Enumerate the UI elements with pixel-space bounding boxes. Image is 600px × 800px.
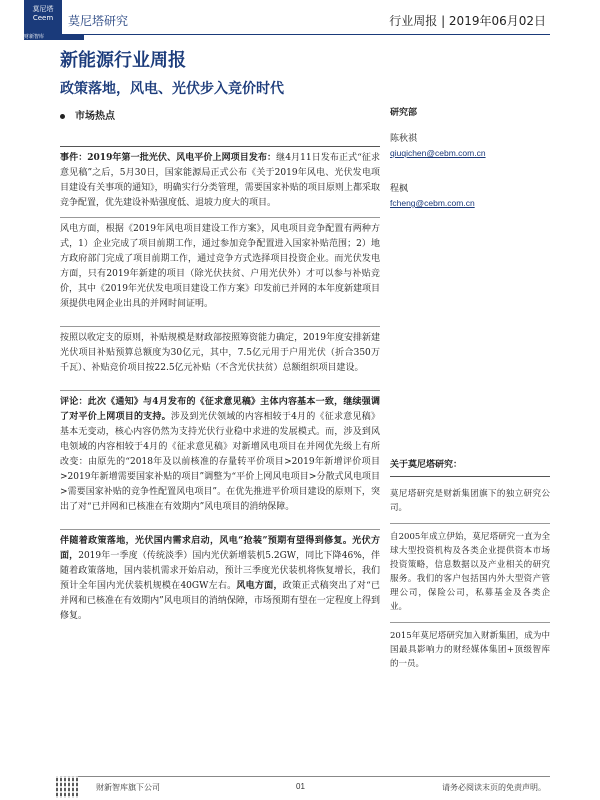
divider xyxy=(60,529,380,530)
section-heading xyxy=(60,107,115,122)
comment-body: 涉及到光伏领域的内容相较于4月的《征求意见稿》基本无变动，核心内容仍然为支持光伏行业稳中求进的发展模式。而，涉及到风电领域的内容相较于4月的《征求意见稿》对新增风电项目在并网优先级上有所改变：由原先的“2018年及以前核准的存量转平价项目>2019年新增评价项目>2019年新增需要国家补贴的项目”调整为“平价上网风电项目>分散式风电项目>需要国家补贴的竞争性配置风电项目”。在优先推进平价项目建设的原则下，突出了对“已并网和已核准在有效期内”风电项目的消纳保障。 xyxy=(60,412,380,512)
sidebar-about xyxy=(390,458,550,671)
paragraph-subsidy: 按照以收定支的原则，补贴规模是财政部按照筹资能力确定，2019年度安排新建光伏项目补贴预算总额度为30亿元，其中，7.5亿元用于户用光伏（折合350万千瓦）、补贴竞价项目按22.5亿元补贴（不含光伏扶贫）总额组织项目建设。 xyxy=(60,333,380,373)
about-paragraph: 2015年莫尼塔研究加入财新集团，成为中国最具影响力的财经媒体集团+顶级智库的一员。 xyxy=(390,622,550,671)
section-label: 市场热点 xyxy=(75,111,115,122)
event-body: 继4月11日发布正式“征求意见稿”之后，5月30日，国家能源局正式公布《关于2019年风电、光伏发电项目建设有关事项的通知》，明确实行分类管理，需要国家补贴的项目原则上都采取竞争配置，优先建设补贴强度低、退坡力度大的项目。 xyxy=(60,153,380,208)
logo-subtext: 财新智库 xyxy=(24,34,84,40)
outlook-body-1: 2019年一季度（传统淡季）国内光伏新增装机5.2GW，同比下降46%，伴随着政策落地，国内装机需求开始启动，预计三季度光伏装机将恢复增长，我们预计全年国内光伏装机规模在40GW左右。 xyxy=(60,551,380,591)
paragraph-event xyxy=(60,151,380,211)
qr-code-icon xyxy=(56,776,78,798)
page-header xyxy=(0,0,600,40)
header-divider xyxy=(60,34,550,35)
divider xyxy=(60,217,380,218)
brand-name: 莫尼塔研究 xyxy=(68,14,129,28)
paragraph-wind: 风电方面，根据《2019年风电项目建设工作方案》，风电项目竞争配置有两种方式，1）企业完成了项目前期工作，通过参加竞争配置进入国家补贴范围；2）地方政府部门完成了项目前期工作，通过竞争方式选择项目投资企业。而光伏发电方面，只有2019年新建的项目（除光伏扶贫、户用光伏外）才可以参与补贴竞价，其中《2019年光伏发电项目建设工作方案》印发前已并网的本年度新建项目须提供电网企业出具的并网时间证明。 xyxy=(60,224,380,309)
logo-en-text: Ceem xyxy=(32,14,54,22)
sidebar-research xyxy=(390,106,550,210)
footer-divider xyxy=(60,776,550,777)
paragraph-comment xyxy=(60,395,380,515)
about-title: 关于莫尼塔研究： xyxy=(390,458,550,477)
research-dept-title: 研究部 xyxy=(390,108,418,118)
divider xyxy=(60,146,380,147)
report-title: 新能源行业周报 xyxy=(60,50,186,71)
header-right xyxy=(389,12,546,29)
outlook-lead: 伴随着政策落地，光伏国内需求启动，风电“抢装”预期有望得到修复。光伏方面， xyxy=(60,536,380,561)
paragraph-outlook xyxy=(60,534,380,624)
main-column xyxy=(60,140,380,624)
comment-lead: 评论：此次《通知》与4月发布的《征求意见稿》主体内容基本一致，继续强调了对平价上网项目的支持。 xyxy=(60,397,380,422)
divider xyxy=(60,326,380,327)
report-subtitle: 政策落地，风电、光伏步入竞价时代 xyxy=(60,81,284,97)
footer-disclaimer: 请务必阅读末页的免责声明。 xyxy=(442,783,546,792)
outlook-wind-lead: 风电方面， xyxy=(236,581,283,591)
about-paragraph: 自2005年成立伊始，莫尼塔研究一直为全球大型投资机构及各类企业提供资本市场投资策略，信息数据以及产业相关的研究服务。我们的客户包括国内外大型资产管理公司，保险公司，私募基金及各类企业。 xyxy=(390,523,550,614)
outlook-body-2: 政策正式稿突出了对“已并网和已核准在有效期内”风电项目的消纳保障，市场预期有望在一定程度上得到修复。 xyxy=(60,581,380,621)
event-lead: 事件：2019年第一批光伏、风电平价上网项目发布： xyxy=(60,153,277,163)
footer-company: 财新智库旗下公司 xyxy=(96,783,160,792)
analyst-name: 程枫 xyxy=(390,184,409,194)
bullet-icon xyxy=(60,114,65,119)
analyst-email-link[interactable]: qiuqichen@cebm.com.cn xyxy=(390,148,486,158)
page-footer xyxy=(0,770,600,800)
about-paragraph: 莫尼塔研究是财新集团旗下的独立研究公司。 xyxy=(390,489,550,513)
divider xyxy=(60,390,380,391)
analyst-email-link[interactable]: fcheng@cebm.com.cn xyxy=(390,198,475,208)
analyst-name: 陈秋祺 xyxy=(390,134,418,144)
report-type: 行业周报 xyxy=(389,14,438,28)
logo-cn-text: 莫尼塔 xyxy=(32,5,54,13)
ceem-logo xyxy=(24,0,62,34)
page-number: 01 xyxy=(296,782,305,791)
report-date: | 2019年06月02日 xyxy=(441,14,546,28)
